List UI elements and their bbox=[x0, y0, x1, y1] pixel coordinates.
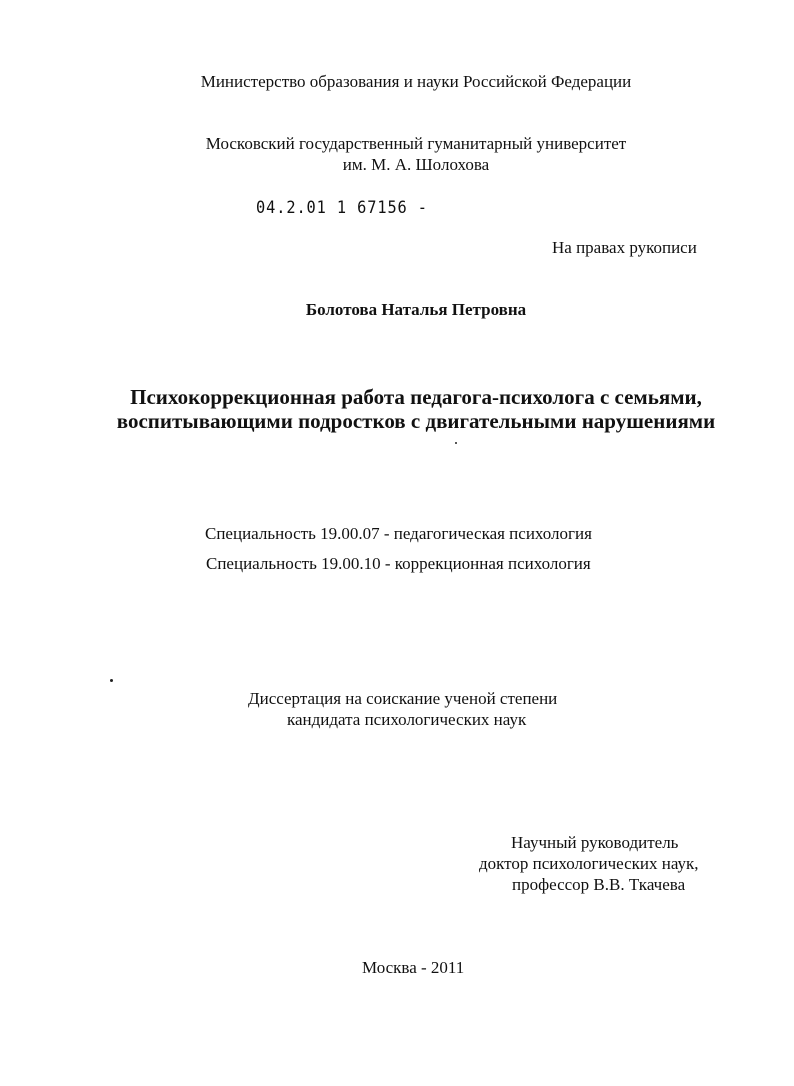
dissertation-title-line1: Психокоррекционная работа педагога-психолога с семьями, bbox=[130, 385, 702, 409]
university-name-honorific: им. М. А. Шолохова bbox=[342, 155, 490, 174]
scan-speck bbox=[455, 442, 457, 444]
registration-stamp: 04.2.01 1 67156 - bbox=[256, 198, 428, 218]
author-name: Болотова Наталья Петровна bbox=[305, 300, 527, 319]
degree-line2: кандидата психологических наук bbox=[287, 710, 527, 729]
supervisor-role: Научный руководитель bbox=[511, 833, 679, 852]
dissertation-title-line2: воспитывающими подростков с двигательными нарушениями bbox=[116, 409, 716, 433]
specialty-2: Специальность 19.00.10 - коррекционная психология bbox=[206, 554, 591, 573]
degree-line1: Диссертация на соискание ученой степени bbox=[248, 689, 558, 708]
supervisor-name: профессор В.В. Ткачева bbox=[512, 875, 686, 894]
city-year: Москва - 2011 bbox=[362, 958, 465, 977]
university-name: Московский государственный гуманитарный университет bbox=[205, 134, 627, 153]
rights-note: На правах рукописи bbox=[552, 238, 697, 257]
scan-speck bbox=[110, 679, 113, 682]
ministry-name: Министерство образования и науки Российской Федерации bbox=[200, 72, 632, 91]
specialty-1: Специальность 19.00.07 - педагогическая психология bbox=[205, 524, 592, 543]
supervisor-degree: доктор психологических наук, bbox=[479, 854, 699, 873]
